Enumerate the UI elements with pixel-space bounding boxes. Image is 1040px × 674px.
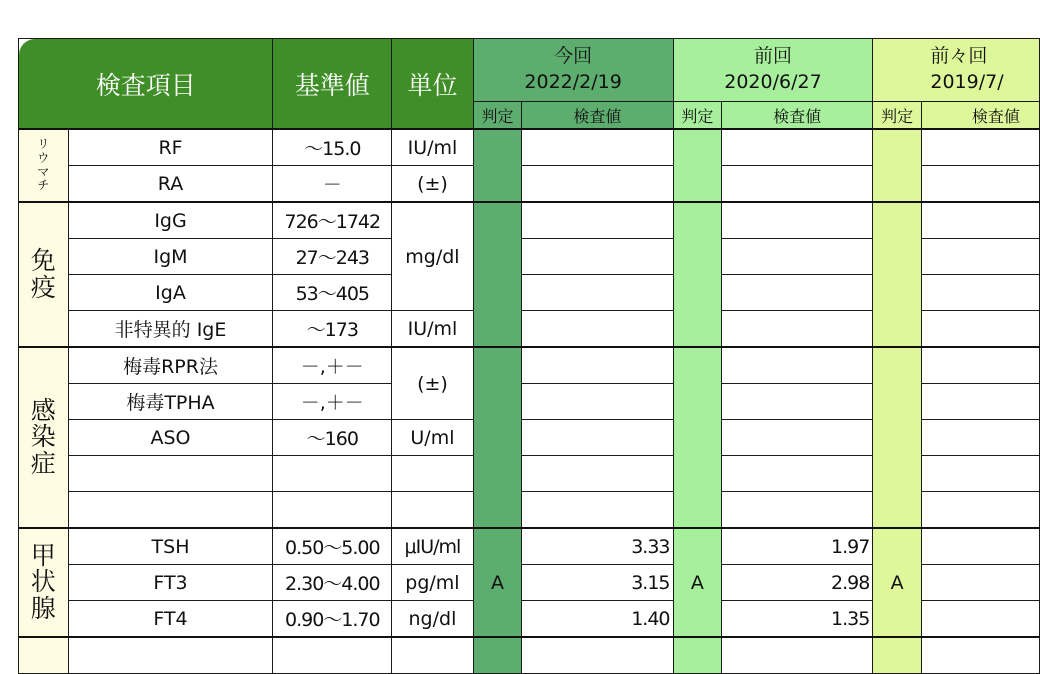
- item-name: ASO: [68, 420, 273, 456]
- value-current: [522, 166, 673, 203]
- unit: [392, 637, 474, 674]
- item-name: [68, 492, 273, 529]
- value-current: [522, 492, 673, 529]
- unit: U/ml: [392, 420, 474, 456]
- category-rheumatism: リ ウ マ チ: [19, 129, 69, 202]
- item-name: RA: [68, 166, 273, 203]
- item-name: RF: [68, 129, 273, 166]
- item-name: IgM: [68, 239, 273, 275]
- value-current: [522, 637, 673, 674]
- table-row: [19, 347, 1040, 384]
- value-current: [522, 384, 673, 420]
- header-previous2-label: 前々回: [930, 45, 988, 68]
- value-previous: 2.98: [722, 565, 873, 601]
- header-row: [19, 39, 1040, 102]
- header-previous: [673, 39, 873, 102]
- value-header-current: 検査値: [522, 102, 673, 130]
- value-previous2: [921, 311, 1039, 348]
- item-name: 梅毒RPR法: [68, 347, 273, 384]
- value-previous: [722, 420, 873, 456]
- header-previous-date: 2020/6/27: [724, 71, 822, 93]
- item-name: FT4: [68, 601, 273, 638]
- judge-previous: [673, 129, 722, 202]
- unit: [392, 456, 474, 492]
- table-row: [19, 637, 1040, 674]
- value-current: [522, 239, 673, 275]
- header-previous2: [873, 39, 1040, 102]
- judge-current: [473, 202, 522, 347]
- table-row: [19, 202, 1040, 239]
- value-previous2: [921, 456, 1039, 492]
- judge-previous: [673, 202, 722, 347]
- header-unit: 単位: [392, 39, 474, 130]
- value-current: [522, 129, 673, 166]
- judge-previous2: [873, 637, 921, 674]
- category-immune: 免 疫: [19, 202, 69, 347]
- reference-value: 53～405: [273, 275, 392, 311]
- value-previous2: [921, 601, 1039, 638]
- value-previous2: [921, 384, 1039, 420]
- reference-value: ～160: [273, 420, 392, 456]
- value-previous2: [921, 528, 1039, 565]
- value-current: [522, 347, 673, 384]
- value-previous: 1.35: [722, 601, 873, 638]
- judge-previous2: [873, 347, 921, 528]
- header-item: 検査項目: [19, 39, 273, 130]
- value-previous: [722, 239, 873, 275]
- judge-current: [473, 129, 522, 202]
- unit: pg/ml: [392, 565, 474, 601]
- header-reference: 基準値: [273, 39, 392, 130]
- value-previous: [722, 637, 873, 674]
- item-name: IgG: [68, 202, 273, 239]
- category-next: [19, 637, 69, 674]
- reference-value: 726～1742: [273, 202, 392, 239]
- reference-value: －: [273, 166, 392, 203]
- value-current: 3.33: [522, 528, 673, 565]
- value-previous2: [921, 275, 1039, 311]
- value-previous: 1.97: [722, 528, 873, 565]
- header-current: [473, 39, 673, 102]
- item-name: [68, 637, 273, 674]
- judge-header-previous: 判定: [673, 102, 722, 130]
- item-name: [68, 456, 273, 492]
- reference-value: －,＋－: [273, 347, 392, 384]
- unit: IU/ml: [392, 129, 474, 166]
- judge-previous: A: [673, 528, 722, 637]
- table-row: [19, 129, 1040, 166]
- reference-value: [273, 637, 392, 674]
- item-name: 非特異的 IgE: [68, 311, 273, 348]
- judge-previous2: [873, 129, 921, 202]
- header-current-label: 今回: [554, 45, 593, 68]
- value-previous2: [921, 492, 1039, 529]
- unit: [392, 492, 474, 529]
- value-previous: [722, 275, 873, 311]
- judge-header-previous2: 判定: [873, 102, 921, 130]
- value-header-previous2: 検査値: [921, 102, 1039, 130]
- header-current-date: 2022/2/19: [524, 71, 622, 93]
- value-current: 3.15: [522, 565, 673, 601]
- reference-value: 27～243: [273, 239, 392, 275]
- value-previous2: [921, 637, 1039, 674]
- reference-value: ～173: [273, 311, 392, 348]
- value-header-previous: 検査値: [722, 102, 873, 130]
- value-previous2: [921, 239, 1039, 275]
- header-previous-label: 前回: [753, 45, 792, 68]
- item-name: 梅毒TPHA: [68, 384, 273, 420]
- reference-value: 0.50～5.00: [273, 528, 392, 565]
- reference-value: [273, 456, 392, 492]
- value-previous: [722, 166, 873, 203]
- value-current: 1.40: [522, 601, 673, 638]
- value-previous: [722, 129, 873, 166]
- category-infection: 感 染 症: [19, 347, 69, 528]
- value-previous: [722, 456, 873, 492]
- item-name: TSH: [68, 528, 273, 565]
- value-previous: [722, 347, 873, 384]
- judge-previous: [673, 347, 722, 528]
- judge-header-current: 判定: [473, 102, 522, 130]
- reference-value: 2.30～4.00: [273, 565, 392, 601]
- judge-current: [473, 347, 522, 528]
- value-previous2: [921, 202, 1039, 239]
- value-current: [522, 311, 673, 348]
- lab-results-table: [18, 38, 1040, 674]
- judge-previous2: [873, 202, 921, 347]
- value-previous2: [921, 129, 1039, 166]
- category-thyroid: 甲 状 腺: [19, 528, 69, 637]
- value-previous2: [921, 565, 1039, 601]
- value-previous2: [921, 347, 1039, 384]
- unit: ng/dl: [392, 601, 474, 638]
- table-row: [19, 528, 1040, 565]
- judge-previous2: A: [873, 528, 921, 637]
- value-previous: [722, 202, 873, 239]
- unit: mg/dl: [392, 202, 474, 311]
- value-current: [522, 456, 673, 492]
- unit: μIU/ml: [392, 528, 474, 565]
- reference-value: －,＋－: [273, 384, 392, 420]
- item-name: IgA: [68, 275, 273, 311]
- item-name: FT3: [68, 565, 273, 601]
- value-previous: [722, 384, 873, 420]
- judge-current: [473, 637, 522, 674]
- value-current: [522, 275, 673, 311]
- reference-value: 0.90～1.70: [273, 601, 392, 638]
- header-previous2-date: 2019/7/: [930, 71, 1004, 93]
- unit: IU/ml: [392, 311, 474, 348]
- judge-previous: [673, 637, 722, 674]
- judge-current: A: [473, 528, 522, 637]
- value-previous: [722, 311, 873, 348]
- unit: (±): [392, 166, 474, 203]
- reference-value: ～15.0: [273, 129, 392, 166]
- value-previous2: [921, 420, 1039, 456]
- value-current: [522, 420, 673, 456]
- value-current: [522, 202, 673, 239]
- unit: (±): [392, 347, 474, 420]
- value-previous2: [921, 166, 1039, 203]
- reference-value: [273, 492, 392, 529]
- value-previous: [722, 492, 873, 529]
